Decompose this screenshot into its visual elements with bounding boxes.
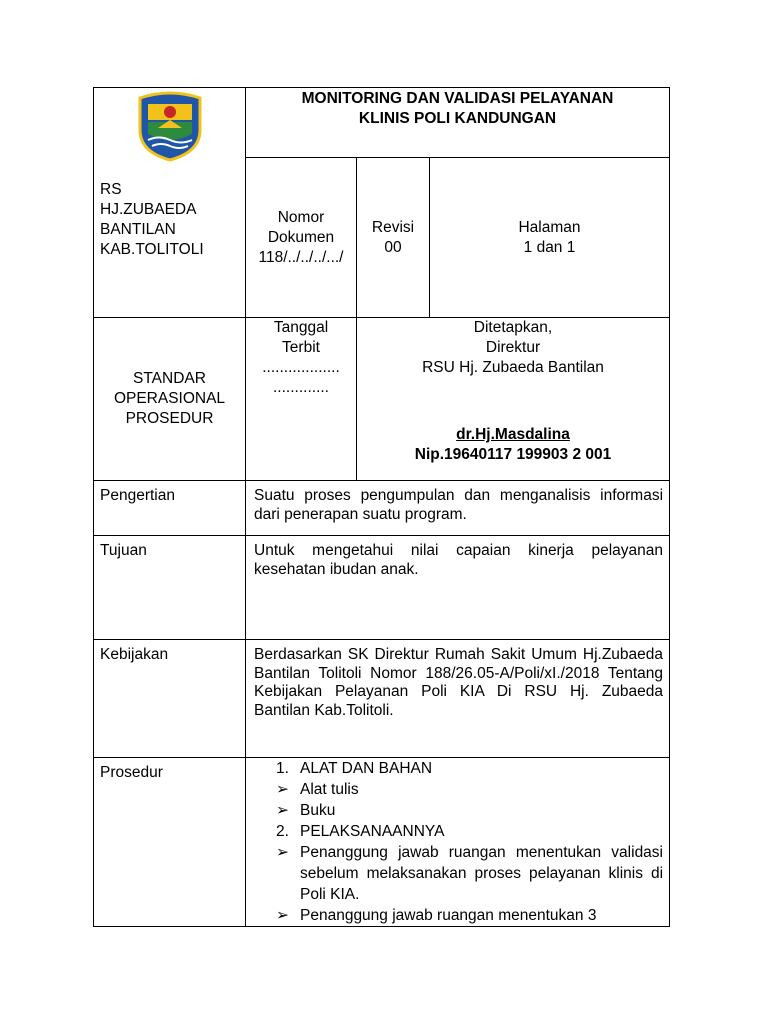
- sop-label-line: OPERASIONAL: [113, 390, 226, 407]
- approval-established-label: Ditetapkan,: [473, 319, 553, 336]
- revision-cell: [357, 158, 430, 318]
- procedure-list: [254, 758, 663, 926]
- bullet-arrow-icon: ➢: [276, 781, 289, 798]
- issue-date-cell: [246, 318, 357, 481]
- revision-value: 00: [384, 238, 402, 256]
- hospital-emblem-logo: [134, 90, 206, 162]
- procedure-text: Alat tulis: [300, 781, 359, 798]
- sop-label-cell: [94, 318, 246, 481]
- procedure-text: Penanggung jawab ruangan menentukan validasi sebelum melaksanakan proses pelayanan klinis di Poli KIA.: [300, 844, 664, 903]
- section-label-prosedur: Prosedur: [94, 758, 246, 927]
- document-number-cell: [246, 158, 357, 318]
- procedure-text: PELAKSANAANNYA: [300, 823, 445, 840]
- sop-document-table: [93, 87, 670, 927]
- issue-date-label: Terbit: [282, 339, 320, 356]
- procedure-item: [254, 842, 663, 905]
- signer-name: dr.Hj.Masdalina: [456, 426, 570, 443]
- document-title-line: MONITORING DAN VALIDASI PELAYANAN: [301, 90, 614, 107]
- issue-date-label: Tanggal: [273, 319, 329, 336]
- document-title: [246, 88, 670, 158]
- approval-cell: [357, 318, 670, 481]
- procedure-item: [254, 905, 663, 926]
- sop-label-line: PROSEDUR: [125, 410, 214, 427]
- section-label-pengertian: Pengertian: [94, 481, 246, 536]
- procedure-text: Buku: [300, 802, 336, 819]
- procedure-marker: 2.: [276, 823, 289, 840]
- sop-label-line: STANDAR: [133, 370, 206, 387]
- bullet-arrow-icon: ➢: [276, 907, 289, 924]
- procedure-item: [254, 800, 663, 821]
- procedure-text: Penanggung jawab ruangan menentukan 3: [300, 907, 597, 924]
- hospital-identity-cell: [94, 88, 246, 318]
- document-number-value: 118/../../../.../: [258, 248, 344, 266]
- revision-label: Revisi: [371, 218, 415, 236]
- signer-nip: Nip.19640117 199903 2 001: [414, 446, 612, 463]
- procedure-item: [254, 779, 663, 800]
- procedure-text: ALAT DAN BAHAN: [300, 760, 433, 777]
- section-label-tujuan: Tujuan: [94, 536, 246, 640]
- section-label-kebijakan: Kebijakan: [94, 640, 246, 758]
- hospital-name: [100, 180, 204, 260]
- procedure-marker: 1.: [276, 760, 289, 777]
- section-text-pengertian: Suatu proses pengumpulan dan menganalisis informasi dari penerapan suatu program.: [246, 481, 670, 536]
- issue-date-placeholder: ..................: [262, 359, 340, 376]
- approval-position: Direktur: [485, 339, 541, 356]
- document-number-label: Dokumen: [267, 228, 335, 246]
- section-text-kebijakan: Berdasarkan SK Direktur Rumah Sakit Umum Hj.Zubaeda Bantilan Tolitoli Nomor 188/26.05-A/Poli/xI./2018 Tentang Kebijakan Pelayanan Poli KIA Di RSU Hj. Zubaeda Bantilan Kab.Tolitoli.: [246, 640, 670, 758]
- procedure-item: [254, 821, 663, 842]
- section-text-tujuan: Untuk mengetahui nilai capaian kinerja pelayanan kesehatan ibudan anak.: [246, 536, 670, 640]
- page-label: Halaman: [518, 218, 581, 236]
- document-title-line: KLINIS POLI KANDUNGAN: [358, 110, 557, 127]
- bullet-arrow-icon: ➢: [276, 802, 289, 819]
- hospital-name-line: RS: [100, 181, 122, 198]
- page-cell: [430, 158, 670, 318]
- document-number-label: Nomor: [277, 208, 325, 226]
- issue-date-placeholder: .............: [273, 379, 329, 396]
- hospital-name-line: BANTILAN: [100, 221, 176, 238]
- procedure-item: [254, 758, 663, 779]
- section-steps-prosedur: [246, 758, 670, 927]
- page-value: 1 dan 1: [523, 238, 576, 256]
- approval-institution: RSU Hj. Zubaeda Bantilan: [422, 359, 604, 376]
- hospital-name-line: KAB.TOLITOLI: [100, 241, 204, 258]
- hospital-name-line: HJ.ZUBAEDA: [100, 201, 197, 218]
- bullet-arrow-icon: ➢: [276, 844, 289, 861]
